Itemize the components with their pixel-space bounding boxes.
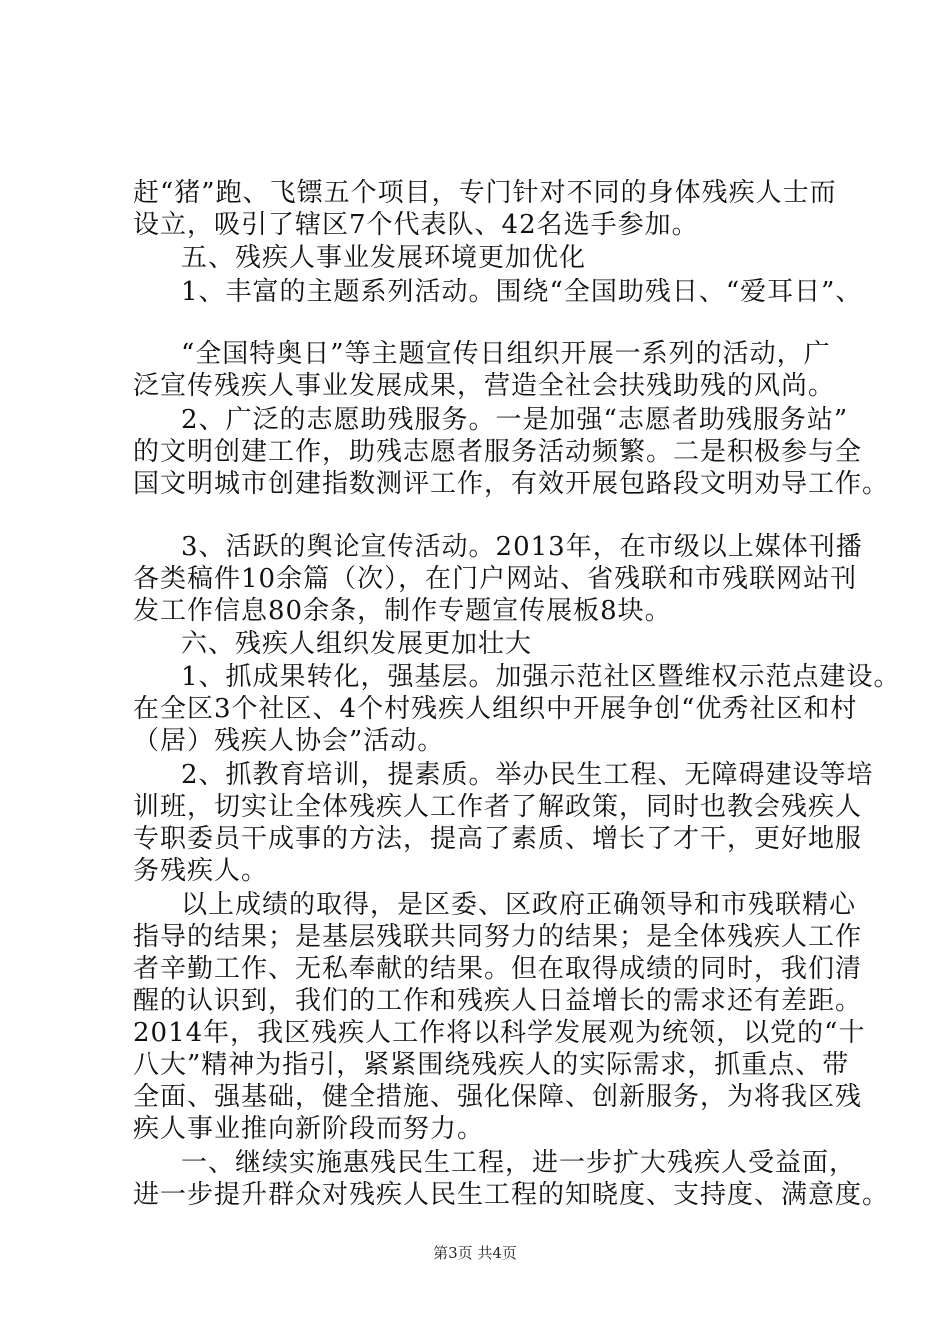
text-line: 八大”精神为指引，紧紧围绕残疾人的实际需求，抓重点、带 bbox=[133, 1050, 850, 1080]
text-line: 务残疾人。 bbox=[133, 856, 269, 886]
text-line: “全国特奥日”等主题宣传日组织开展一系列的活动，广 bbox=[181, 339, 831, 369]
text-line: 的文明创建工作，助残志愿者服务活动频繁。二是积极参与全 bbox=[133, 437, 863, 467]
text-line: 泛宣传残疾人事业发展成果，营造全社会扶残助残的风尚。 bbox=[133, 371, 836, 401]
text-line: 训班，切实让全体残疾人工作者了解政策，同时也教会残疾人 bbox=[133, 792, 863, 822]
text-line: 六、残疾人组织发展更加壮大 bbox=[181, 629, 533, 659]
text-line: 设立，吸引了辖区7个代表队、42名选手参加。 bbox=[133, 210, 699, 240]
text-line: （居）残疾人协会”活动。 bbox=[133, 726, 445, 756]
text-line: 以上成绩的取得，是区委、区政府正确领导和市残联精心 bbox=[181, 890, 857, 920]
page-footer: 第3页 共4页 bbox=[433, 1244, 517, 1262]
text-line: 指导的结果；是基层残联共同努力的结果；是全体残疾人工作 bbox=[133, 922, 863, 952]
text-line: 疾人事业推向新阶段而努力。 bbox=[133, 1114, 485, 1144]
text-line: 国文明城市创建指数测评工作，有效开展包路段文明劝导工作。 bbox=[133, 469, 890, 499]
text-line: 1、抓成果转化，强基层。加强示范社区暨维权示范点建设。 bbox=[181, 662, 901, 692]
text-line: 专职委员干成事的方法，提高了素质、增长了才干，更好地服 bbox=[133, 824, 863, 854]
text-line: 1、丰富的主题系列活动。围绕“全国助残日、“爱耳日”、 bbox=[181, 277, 863, 307]
text-line: 在全区3个社区、4个村残疾人组织中开展争创“优秀社区和村 bbox=[133, 694, 858, 724]
text-line: 各类稿件10余篇（次），在门户网站、省残联和市残联网站刊 bbox=[133, 564, 858, 594]
text-line: 五、残疾人事业发展环境更加优化 bbox=[181, 243, 587, 273]
text-line: 2、广泛的志愿助残服务。一是加强“志愿者助残服务站” bbox=[181, 405, 849, 435]
text-line: 赶“猪”跑、飞镖五个项目，专门针对不同的身体残疾人士而 bbox=[133, 178, 837, 208]
text-line: 2014年，我区残疾人工作将以科学发展观为统领，以党的“十 bbox=[133, 1018, 866, 1048]
text-line: 进一步提升群众对残疾人民生工程的知晓度、支持度、满意度。 bbox=[133, 1180, 890, 1210]
text-line: 发工作信息80余条，制作专题宣传展板8块。 bbox=[133, 596, 672, 626]
text-line: 醒的认识到，我们的工作和残疾人日益增长的需求还有差距。 bbox=[133, 986, 863, 1016]
text-line: 全面、强基础，健全措施、强化保障、创新服务，为将我区残 bbox=[133, 1082, 863, 1112]
text-line: 一、继续实施惠残民生工程，进一步扩大残疾人受益面， bbox=[181, 1148, 857, 1178]
text-line: 者辛勤工作、无私奉献的结果。但在取得成绩的同时，我们清 bbox=[133, 954, 863, 984]
text-line: 3、活跃的舆论宣传活动。2013年，在市级以上媒体刊播 bbox=[181, 532, 863, 562]
text-line: 2、抓教育培训，提素质。举办民生工程、无障碍建设等培 bbox=[181, 760, 874, 790]
